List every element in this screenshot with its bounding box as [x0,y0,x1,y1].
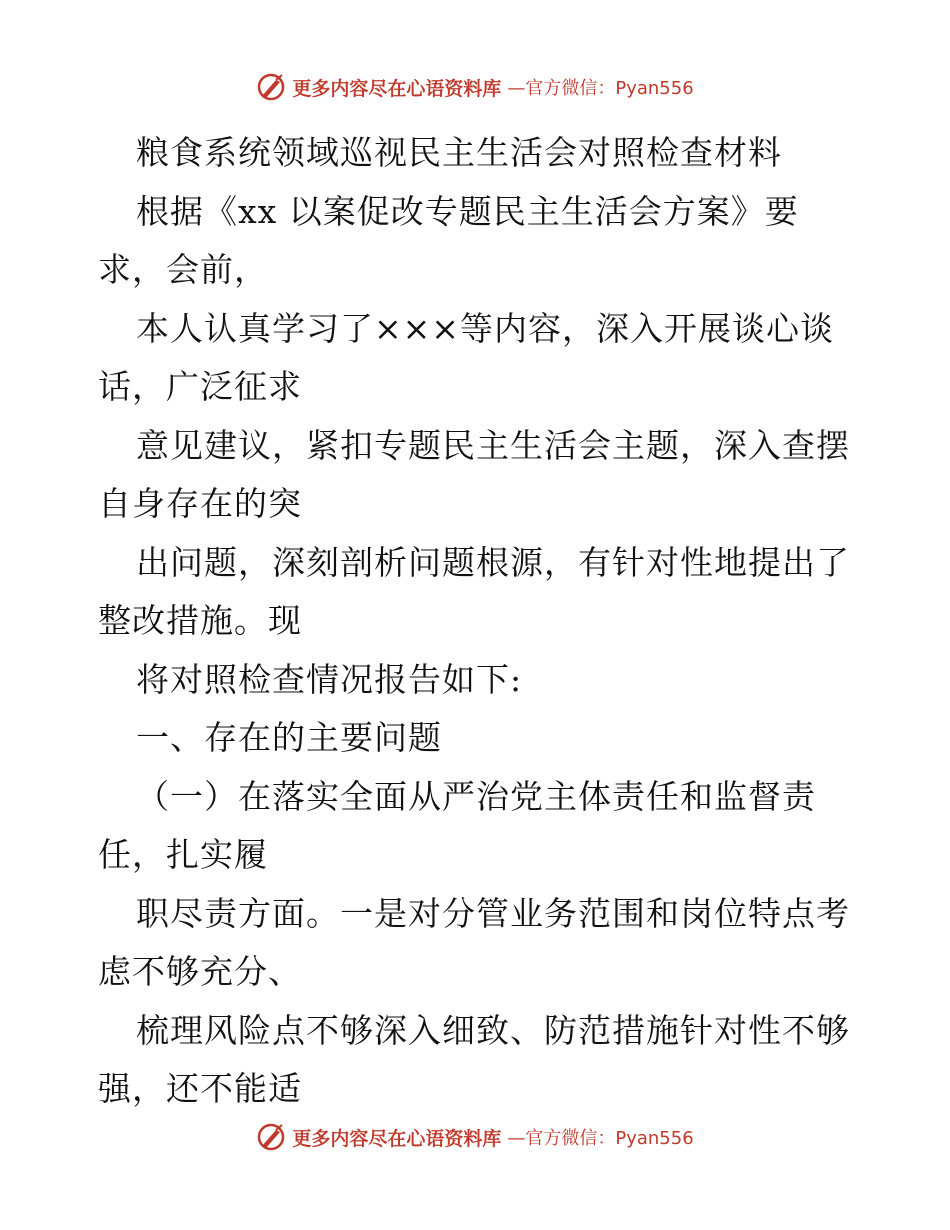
paragraph-line: 求，会前， [98,250,268,289]
paragraph-line: 本人认真学习了×××等内容，深入开展谈心谈 [136,308,834,348]
paragraph-line: 出问题，深刻剖析问题根源，有针对性地提出了 [136,542,850,582]
quill-pen-logo-icon [256,1122,286,1152]
paragraph-line: 职尽责方面。一是对分管业务范围和岗位特点考 [136,893,850,933]
banner-sub-text: —官方微信：Pyan556 [507,78,694,99]
paragraph-line: 虑不够充分、 [98,952,302,991]
quill-pen-logo-icon [256,72,286,102]
paragraph-line: 话，广泛征求 [98,367,302,406]
banner-main-text: 更多内容尽在心语资料库 [292,1127,502,1150]
paragraph-line: 意见建议，紧扣专题民主生活会主题，深入查摆 [136,425,850,465]
banner-main-text: 更多内容尽在心语资料库 [292,77,502,100]
paragraph-line: 整改措施。现 [98,601,302,640]
paragraph-line: 自身存在的突 [98,484,302,523]
document-body [98,124,858,1119]
subsection-heading: （一）在落实全面从严治党主体责任和监督责 [136,776,816,816]
footer-watermark-banner [0,1122,950,1152]
paragraph-line: 梳理风险点不够深入细致、防范措施针对性不够 [136,1010,850,1050]
header-watermark-banner [0,72,950,102]
section-heading: 一、存在的主要问题 [136,718,442,757]
paragraph-line: 将对照检查情况报告如下: [136,659,523,699]
banner-sub-text: —官方微信：Pyan556 [507,1128,694,1149]
paragraph-line: 强，还不能适 [98,1069,302,1108]
paragraph-line: 任，扎实履 [98,835,268,874]
document-title: 粮食系统领域巡视民主生活会对照检查材料 [136,133,782,172]
paragraph-line: 根据《xx 以案促改专题民主生活会方案》要 [136,191,799,231]
